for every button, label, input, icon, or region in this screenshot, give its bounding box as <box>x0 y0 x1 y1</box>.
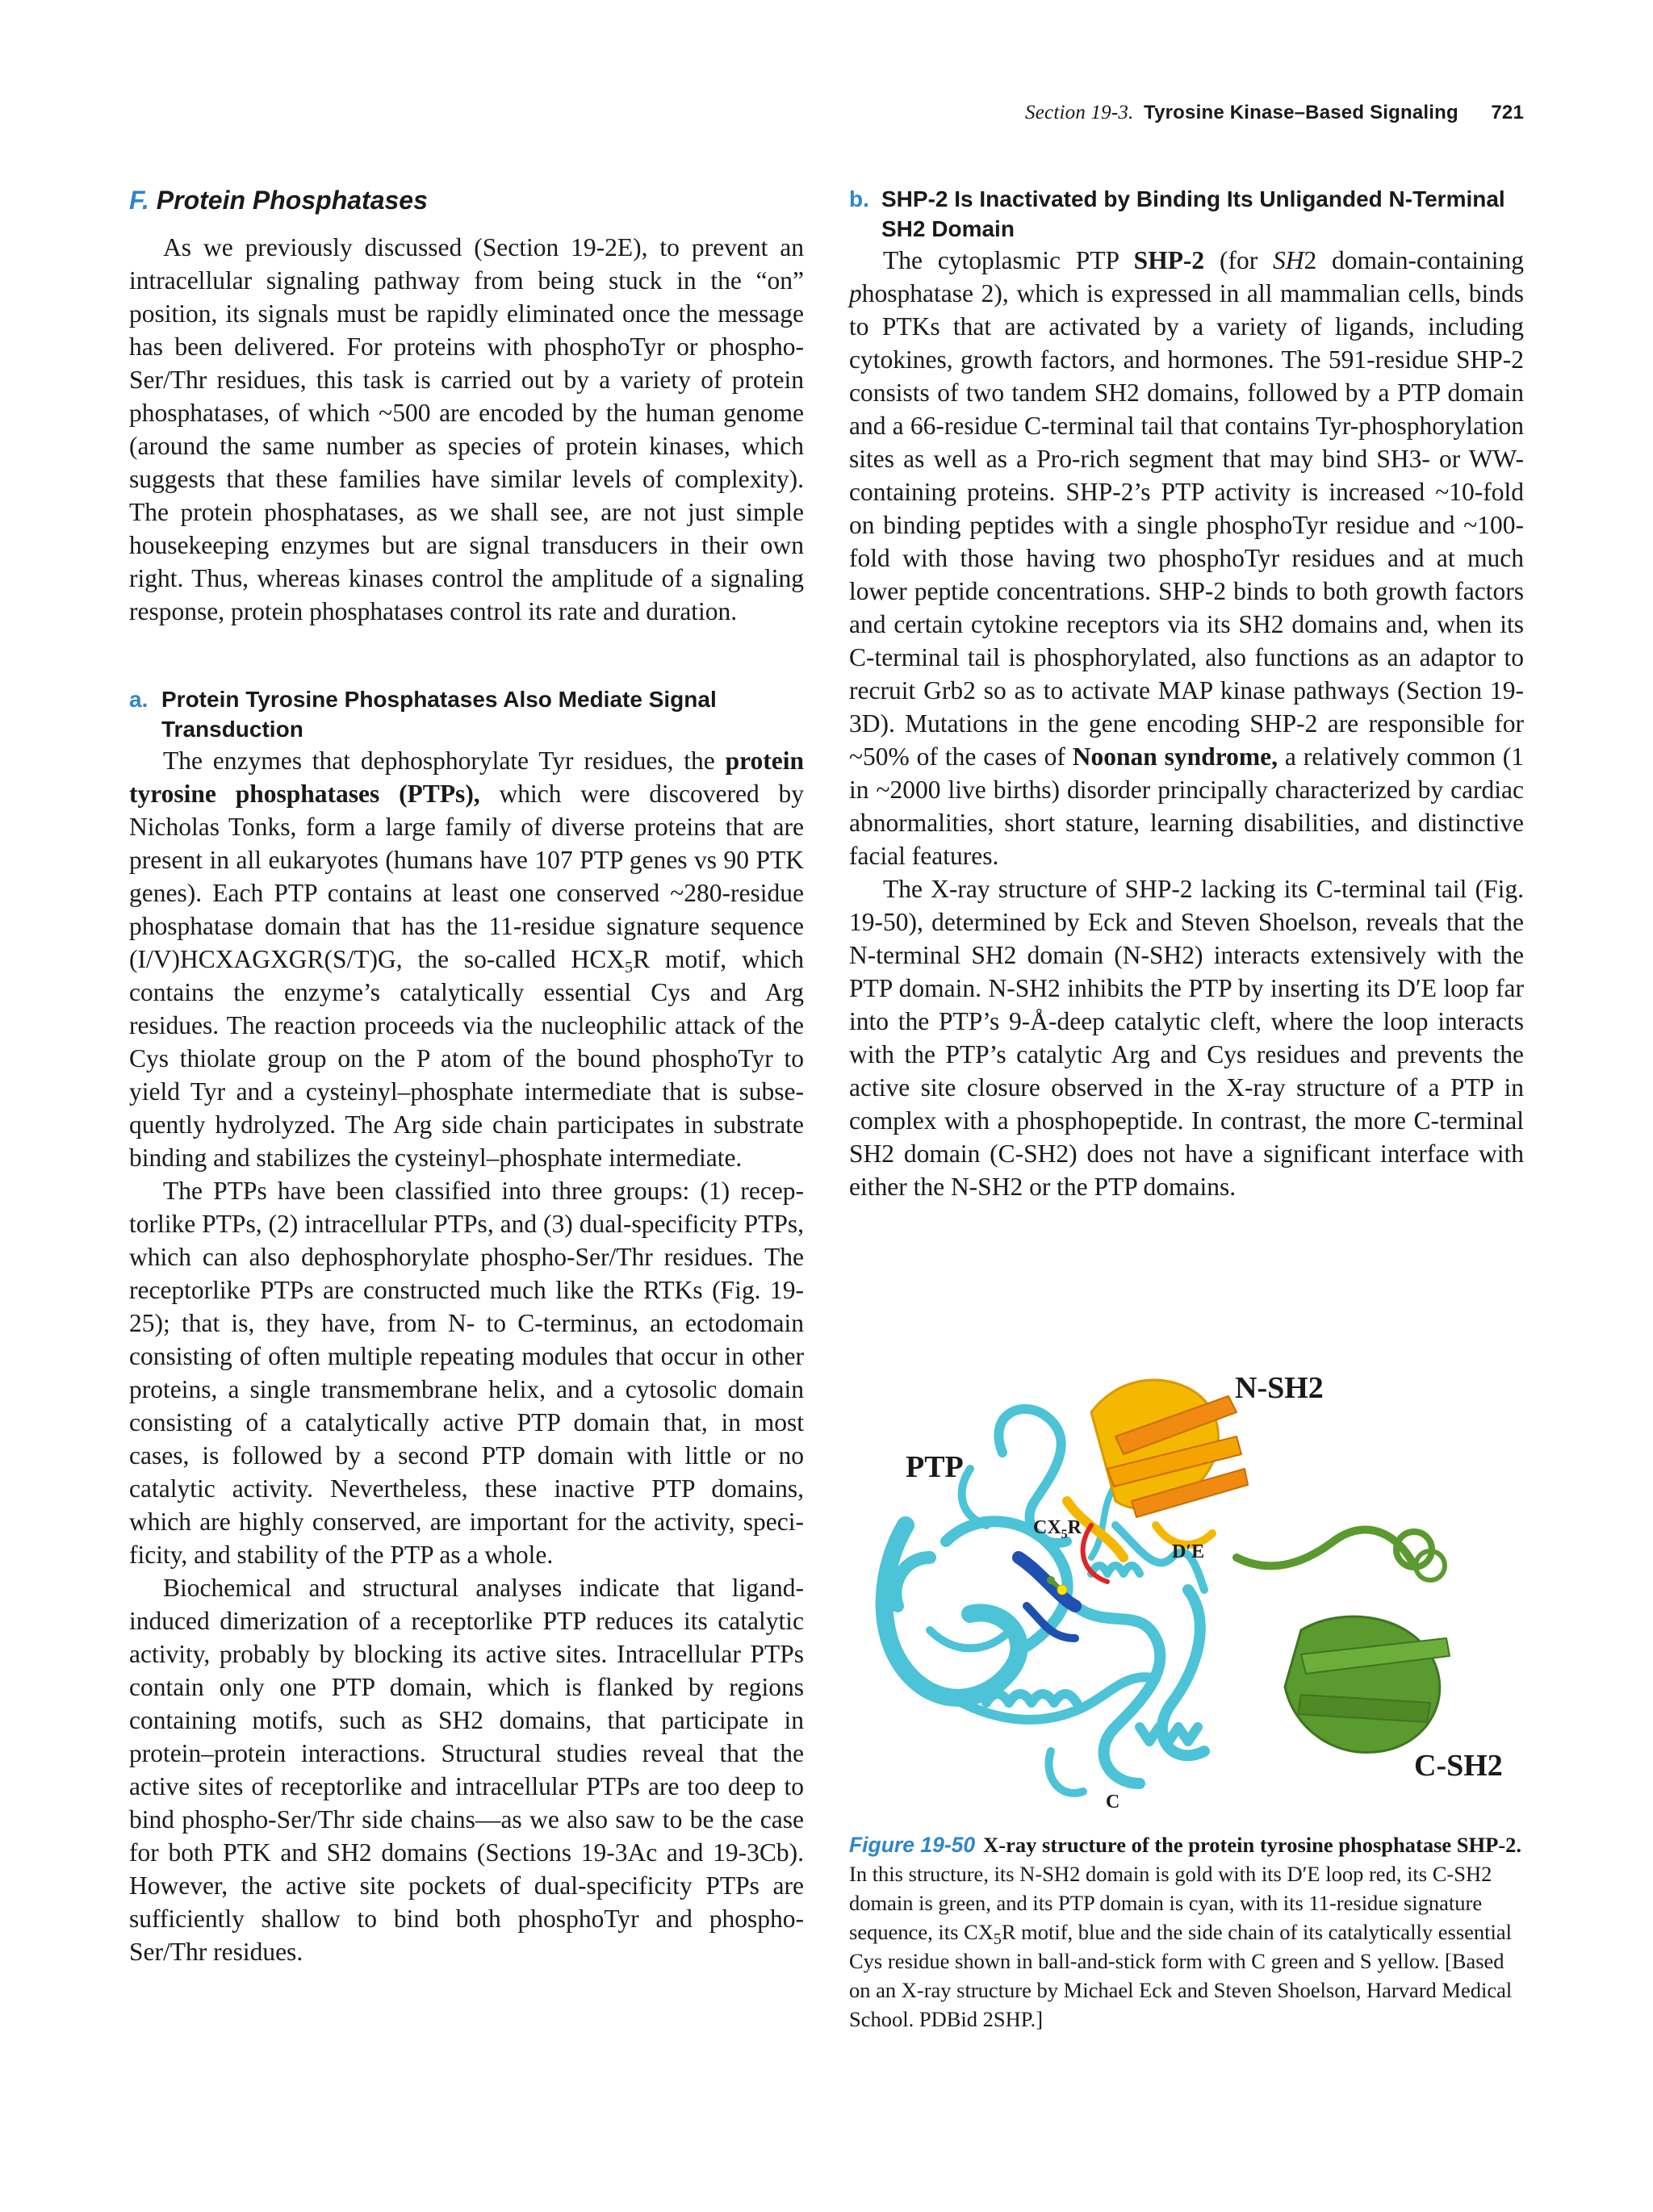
subsection-heading-b <box>849 184 1524 244</box>
subsection-letter-a: a. <box>129 687 149 712</box>
label-cx5r: $CX_5R$ <box>1033 1517 1082 1541</box>
label-csh2: C-SH2 <box>1414 1749 1503 1783</box>
right-column <box>849 184 1524 1203</box>
text-run: 2 domain-containing <box>1304 246 1524 274</box>
text-run: The cytoplasmic PTP <box>883 246 1134 274</box>
subsection-title-a: Protein Tyrosine Phosphatases Also Mediate Signal Transduction <box>161 687 717 742</box>
label-de-loop: D′E <box>1172 1541 1205 1562</box>
section-heading <box>129 184 804 216</box>
subsection-letter-b: b. <box>849 186 869 211</box>
label-ptp: PTP <box>906 1450 964 1484</box>
text-run: which were discovered by Nicholas Tonks, form a large family of diverse proteins that are present in all eukaryotes (humans have 107 PTP genes vs 90 PTK genes). Each PTP contains at least one conserved ~280-residue phosphatase domain that has the 11-residue signature sequence (I/V)HCXAGXGR(S/T)G, the so-called HCX <box>129 780 804 973</box>
paragraph-intro: As we previously discussed (Section 19-2E), to prevent an intracellular signaling pathway from being stuck in the “on” position, its signals must be rapidly eliminated once the message has been delivered. For proteins with phosphoTyr or phospho-Ser/Thr residues, this task is carried out by a variety of protein phosphatases, of which ~500 are encoded by the human genome (around the same number as species of protein kinases, which suggests that these families have similar levels of complexity). The protein phosphatases, as we shall see, are not just simple housekeeping enzymes but are signal transducers in their own right. Thus, whereas kinases control the amplitude of a signaling response, protein phosphatases control its rate and duration. <box>129 233 804 625</box>
nsh2-domain-ribbon <box>1067 1380 1248 1558</box>
subsection-title-b: SHP-2 Is Inactivated by Binding Its Unliganded N-Terminal SH2 Domain <box>881 186 1505 241</box>
text-run: R motif, which contains the enzyme’s catalytically essential Cys and Arg residues. The reaction proceeds via the nucleophilic attack of the Cys thiolate group on the P atom of the bound phosphoTyr to yield Tyr and a cysteinyl–phosphate intermediate that is subsequently hydrolyzed. The Arg side chain participates in substrate binding and stabilizes the cysteinyl–phosphate intermediate. <box>129 945 804 1172</box>
csh2-domain-ribbon <box>1237 1530 1450 1753</box>
subscript: 5 <box>625 959 634 976</box>
paragraph-classification: The PTPs have been classified into three groups: (1) receptorlike PTPs, (2) intracellular PTPs, and (3) dual-specificity PTPs, which can also dephosphorylate phospho-Ser/Thr residues. The receptorlike PTPs are constructed much like the RTKs (Fig. 19-25); that is, they have, from N- to C-terminus, an ectodomain consisting of often multiple repeating modules that occur in other proteins, a single transmembrane helix, and a cytosolic domain consisting of a catalytically active PTP domain that, in most cases, is followed by a second PTP domain with little or no catalytic activity. Nevertheless, these inactive PTP domains, which are highly conserved, are important for the activity, specificity, and stability of the PTP as a whole. <box>129 1177 804 1569</box>
paragraph-ptps <box>129 744 804 1174</box>
section-title: Protein Phosphatases <box>156 186 428 215</box>
italic-run: p <box>849 279 862 307</box>
subsection-heading-a <box>129 684 804 744</box>
paragraph-shp2 <box>849 244 1524 872</box>
caption-text: R motif, blue and the side chain of its catalytically essential Cys residue shown in ball-and-stick form with C green and S yellow. [Based on an X-ray structure by Michael Eck and Steven Shoelson, Harvard Medical School. PDBid 2SHP.] <box>849 1920 1513 2031</box>
header-topic: Tyrosine Kinase–Based Signaling <box>1144 102 1458 123</box>
figure-label: Figure 19-50 <box>849 1833 976 1857</box>
term-ptps: protein tyrosine phosphatases (PTPs), <box>129 746 804 808</box>
figure-title: X-ray structure of the protein tyrosine phosphatase SHP-2. <box>983 1833 1522 1857</box>
left-column <box>129 184 804 1968</box>
header-section: Section 19-3. <box>1025 102 1134 123</box>
label-c-terminus: C <box>1106 1792 1120 1813</box>
term-noonan: Noonan syndrome, <box>1072 742 1278 771</box>
figure-19-50 <box>849 1364 1524 2031</box>
section-letter: F. <box>129 186 149 215</box>
text-run: hosphatase 2), which is expressed in all mammalian cells, binds to PTKs that are activated by a variety of ligands, including cytokines, growth factors, and hormones. The 591-residue SHP-2 consists of two tandem SH2 domains, followed by a PTP domain and a 66-residue C-terminal tail that contains Tyr-phosphorylation sites as well as a Pro-rich segment that may bind SH3- or WW-containing proteins. SHP-2’s PTP activity is increased ~10-fold on binding peptides with a single phosphoTyr residue and ~100-fold with those having two phosphoTyr residues and at much lower peptide concentrations. SHP-2 binds to both growth factors and certain cytokine receptors via its SH2 domains and, when its C-terminal tail is phosphorylated, also functions as an adaptor to recruit Grb2 so as to activate MAP kinase pathways (Section 19-3D). Mutations in the gene encoding SHP-2 are responsible for ~50% of the cases of <box>849 279 1524 771</box>
paragraph-biochemical: Biochemical and structural analyses indicate that ligand-induced dimerization of a receptorlike PTP reduces its catalytic activity, probably by blocking its active sites. Intracellular PTPs contain only one PTP domain, which is flanked by regions containing motifs, such as SH2 domains, that participate in protein–protein interactions. Structural studies reveal that the active sites of receptorlike and intracellular PTPs are too deep to bind phospho-Ser/Thr side chains—as we also saw to be the case for both PTK and SH2 domains (Sections 19-3Ac and 19-3Cb). However, the active site pockets of dual-specificity PTPs are sufficiently shallow to bind both phosphoTyr and phospho-Ser/Thr residues. <box>129 1574 804 1966</box>
text-run: The enzymes that dephosphorylate Tyr residues, the <box>163 746 726 775</box>
text-run: (for <box>1204 246 1273 274</box>
term-shp2: SHP-2 <box>1133 246 1205 274</box>
figure-caption <box>849 1830 1524 2034</box>
caption-subscript: 5 <box>993 1930 1002 1948</box>
caption-text: In this structure, its N-SH2 domain is gold with its D′E loop red, its C-SH2 domain is green, and its PTP domain is cyan, with its 11-residue signature sequence, its CX <box>849 1862 1492 1944</box>
text-run: a relatively common (1 in ~2000 live births) disorder principally characterized by cardiac abnormalities, short stature, learning disabilities, and distinctive facial features. <box>849 742 1524 870</box>
page-number: 721 <box>1491 102 1524 123</box>
protein-structure-illustration <box>849 1364 1524 1816</box>
label-nsh2: N-SH2 <box>1235 1371 1324 1405</box>
running-header <box>129 102 1524 124</box>
italic-run: SH <box>1273 246 1304 274</box>
paragraph-xray: The X-ray structure of SHP-2 lacking its C-terminal tail (Fig. 19-50), determined by Eck and Steven Shoelson, reveals that the N-terminal SH2 domain (N-SH2) interacts extensively with the PTP domain. N-SH2 inhibits the PTP by inserting its D′E loop far into the PTP’s 9-Å-deep catalytic cleft, where the loop interacts with the PTP’s catalytic Arg and Cys residues and prevents the active site closure observed in the X-ray structure of a PTP in complex with a phosphopeptide. In contrast, the more C-terminal SH2 domain (C-SH2) does not have a significant interface with either the N-SH2 or the PTP domains. <box>849 875 1524 1201</box>
